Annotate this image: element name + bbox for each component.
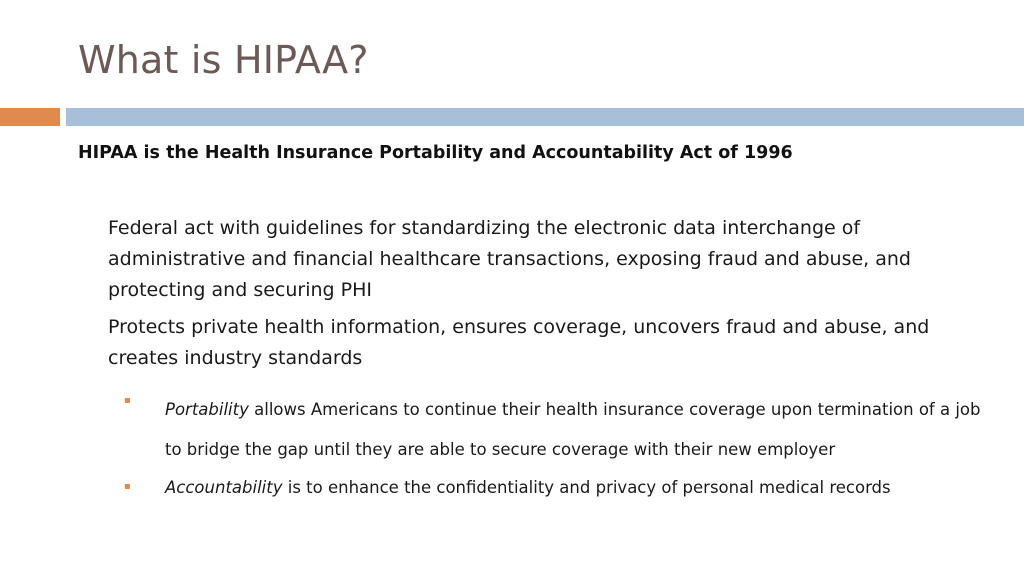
bullet-accountability [165, 476, 995, 500]
bullet-square-icon: ▪ [124, 395, 131, 406]
slide-title: What is HIPAA? [78, 38, 369, 82]
bullet-term-portability: Portability [165, 400, 249, 419]
bullet-term-accountability: Accountability [165, 478, 283, 497]
paragraph-protects: Protects private health information, ensures coverage, uncovers fraud and abuse, and creates industry standards [108, 316, 930, 369]
slide-subtitle: HIPAA is the Health Insurance Portability and Accountability Act of 1996 [78, 143, 793, 163]
bullet-square-icon: ▪ [124, 481, 131, 492]
bullet-portability [165, 390, 995, 470]
bullet-text-portability: allows Americans to continue their health insurance coverage upon termination of a job to bridge the gap until they are able to secure coverage with their new employer [165, 400, 981, 459]
accent-bar-blue [66, 108, 1024, 126]
paragraph-federal-act: Federal act with guidelines for standardizing the electronic data interchange of administrative and financial healthcare transactions, exposing fraud and abuse, and protecting and securing PHI [108, 217, 911, 301]
accent-bar-orange [0, 108, 60, 126]
bullet-text-accountability: is to enhance the confidentiality and privacy of personal medical records [282, 478, 891, 497]
